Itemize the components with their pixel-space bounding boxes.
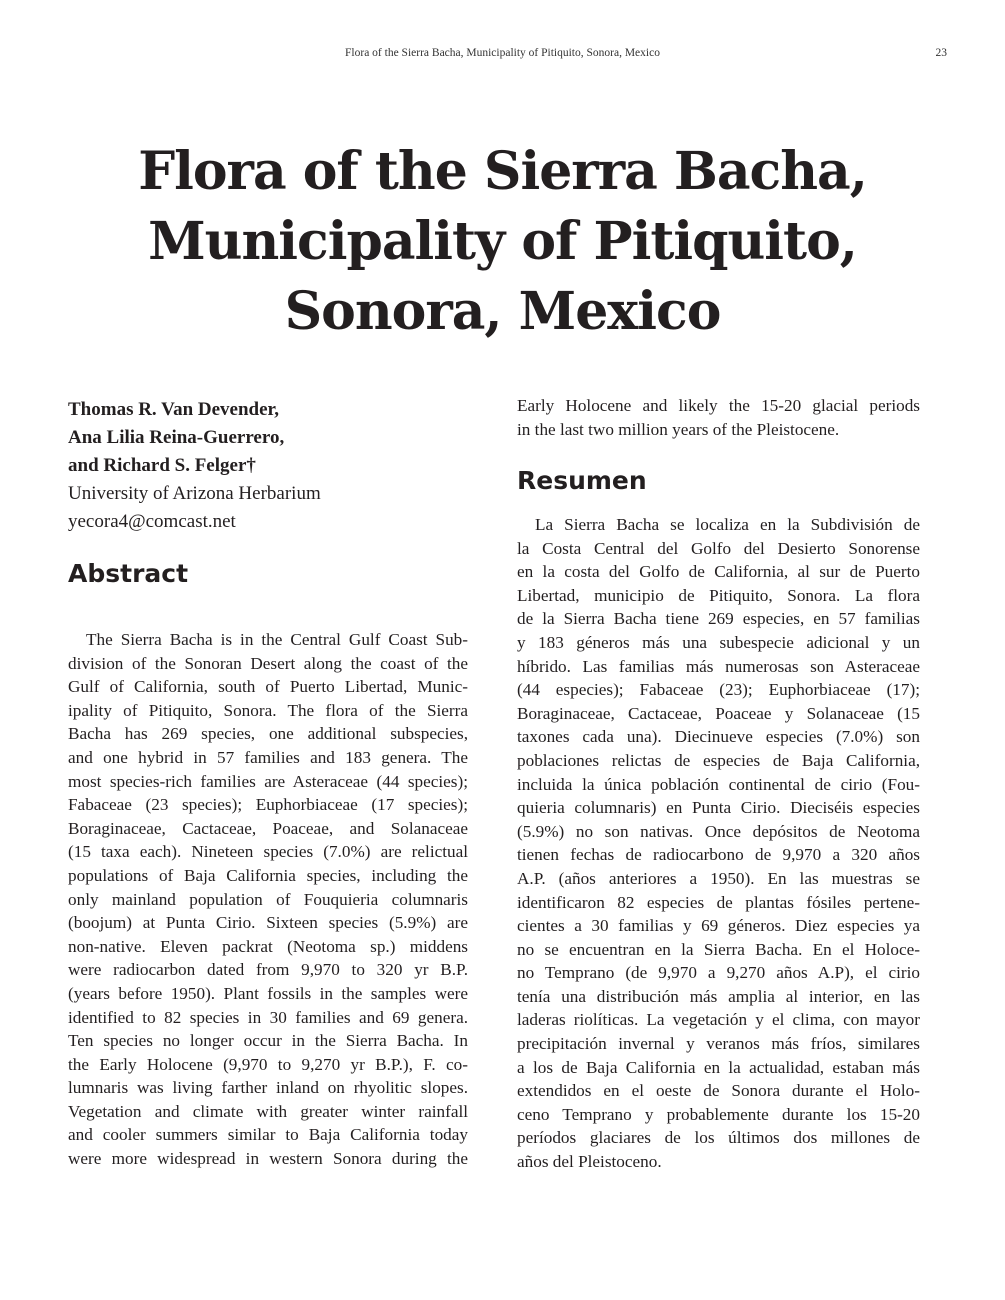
text-line: taxones cada una). Diecinueve especies (7.0%) son xyxy=(517,727,920,747)
text-line: A.P. (años anteriores a 1950). En las muestras se xyxy=(517,868,920,888)
text-line: años del Pleistoceno. xyxy=(517,1152,662,1172)
text-line: no Temprano (de 9,970 a 9,270 años A.P), el cirio xyxy=(517,963,920,983)
text-line: identificaron 82 especies de plantas fósiles pertene- xyxy=(517,892,920,912)
author-affiliation: University of Arizona Herbarium xyxy=(68,483,321,504)
abstract-body xyxy=(68,628,468,1171)
text-line: (5.9%) no son nativas. Once depósitos de Neotoma xyxy=(517,821,920,841)
text-line: only mainland population of Fouquieria columnaris xyxy=(68,889,468,909)
text-line: no se encuentran en la Sierra Bacha. En el Holoce- xyxy=(517,939,920,959)
text-line: were radiocarbon dated from 9,970 to 320 yr B.P. xyxy=(68,960,468,980)
author-block xyxy=(68,396,468,536)
author-name: Ana Lilia Reina-Guerrero, xyxy=(68,427,285,448)
text-line: Bacha has 269 species, one additional subspecies, xyxy=(68,724,468,744)
text-line: y 183 géneros más una subespecie adicional y un xyxy=(517,632,920,652)
text-line: Fabaceae (23 species); Euphorbiaceae (17 species); xyxy=(68,795,468,815)
text-line: and cooler summers similar to Baja California today xyxy=(68,1125,468,1145)
text-line: híbrido. Las familias más numerosas son Asteraceae xyxy=(517,656,920,676)
text-line: en la costa del Golfo de California, al sur de Puerto xyxy=(517,562,920,582)
text-line: ipality of Pitiquito, Sonora. The flora of the Sierra xyxy=(68,700,468,720)
author-name: and Richard S. Felger† xyxy=(68,455,256,476)
article-title xyxy=(60,137,945,347)
text-line: non-native. Eleven packrat (Neotoma sp.) middens xyxy=(68,936,468,956)
text-line: were more widespread in western Sonora during the xyxy=(68,1149,468,1169)
abstract-heading: Abstract xyxy=(68,559,189,588)
text-line: Vegetation and climate with greater winter rainfall xyxy=(68,1101,468,1121)
text-line: Libertad, municipio de Pitiquito, Sonora. La flora xyxy=(517,585,920,605)
resumen-heading: Resumen xyxy=(517,466,647,495)
title-line: Sonora, Mexico xyxy=(284,281,721,342)
text-line: tenía una distribución más amplia al interior, en las xyxy=(517,986,920,1006)
text-line: Ten species no longer occur in the Sierra Bacha. In xyxy=(68,1031,468,1051)
author-name: Thomas R. Van Devender, xyxy=(68,399,279,420)
text-line: Early Holocene and likely the 15-20 glacial periods xyxy=(517,396,920,415)
text-line: and one hybrid in 57 families and 183 genera. The xyxy=(68,747,468,767)
text-line: Boraginaceae, Cactaceae, Poaceae, and Solanaceae xyxy=(68,818,468,838)
text-line: de la Sierra Bacha tiene 269 especies, en 57 familias xyxy=(517,609,920,629)
text-line: Boraginaceae, Cactaceae, Poaceae y Solanaceae (15 xyxy=(517,703,920,723)
text-line: (boojum) at Punta Cirio. Sixteen species (5.9%) are xyxy=(68,913,468,933)
text-line: la Costa Central del Golfo del Desierto Sonorense xyxy=(517,538,920,558)
running-title: Flora of the Sierra Bacha, Municipality of Pitiquito, Sonora, Mexico xyxy=(345,47,660,59)
text-line: (15 taxa each). Nineteen species (7.0%) are relictual xyxy=(68,842,468,862)
page-number: 23 xyxy=(935,47,947,59)
title-line: Municipality of Pitiquito, xyxy=(148,211,857,272)
text-line: (44 especies); Fabaceae (23); Euphorbiaceae (17); xyxy=(517,680,920,700)
author-email: yecora4@comcast.net xyxy=(68,511,236,532)
text-line: in the last two million years of the Pleistocene. xyxy=(517,419,840,439)
text-line: division of the Sonoran Desert along the coast of the xyxy=(68,653,468,673)
text-line: incluida la única población continental de cirio (Fou- xyxy=(517,774,920,794)
text-line: tienen fechas de radiocarbono de 9,970 a 320 años xyxy=(517,845,920,865)
text-line: períodos glaciares de los últimos dos millones de xyxy=(517,1128,920,1148)
text-line: laderas riolíticas. La vegetación y el clima, con mayor xyxy=(517,1010,920,1030)
text-line: lumnaris was living farther inland on rhyolitic slopes. xyxy=(68,1078,468,1098)
text-line: the Early Holocene (9,970 to 9,270 yr B.P.), F. co- xyxy=(68,1054,468,1074)
text-line: ceno Temprano y probablemente durante los 15-20 xyxy=(517,1104,920,1124)
text-line: a los de Baja California en la actualidad, estaban más xyxy=(517,1057,920,1077)
running-header xyxy=(0,47,1005,67)
text-line: populations of Baja California species, including the xyxy=(68,865,468,885)
text-line: identified to 82 species in 30 families and 69 genera. xyxy=(68,1007,468,1027)
text-line: Gulf of California, south of Puerto Libertad, Munic- xyxy=(68,677,468,697)
text-line: most species-rich families are Asteraceae (44 species); xyxy=(68,771,468,791)
text-line: extendidos en el oeste de Sonora durante el Holo- xyxy=(517,1081,920,1101)
text-line: precipitación invernal y veranos más fríos, similares xyxy=(517,1034,920,1054)
text-line: (years before 1950). Plant fossils in the samples were xyxy=(68,983,468,1003)
text-line: La Sierra Bacha se localiza en la Subdivisión de xyxy=(535,515,920,534)
text-line: quieria columnaris) en Punta Cirio. Dieciséis especies xyxy=(517,798,920,818)
text-line: poblaciones relictas de especies de Baja California, xyxy=(517,750,920,770)
text-line: cientes a 30 familias y 69 géneros. Diez especies ya xyxy=(517,916,920,936)
title-line: Flora of the Sierra Bacha, xyxy=(138,141,867,202)
resumen-body xyxy=(517,513,920,1174)
abstract-continuation xyxy=(517,394,920,441)
text-line: The Sierra Bacha is in the Central Gulf Coast Sub- xyxy=(86,630,468,649)
